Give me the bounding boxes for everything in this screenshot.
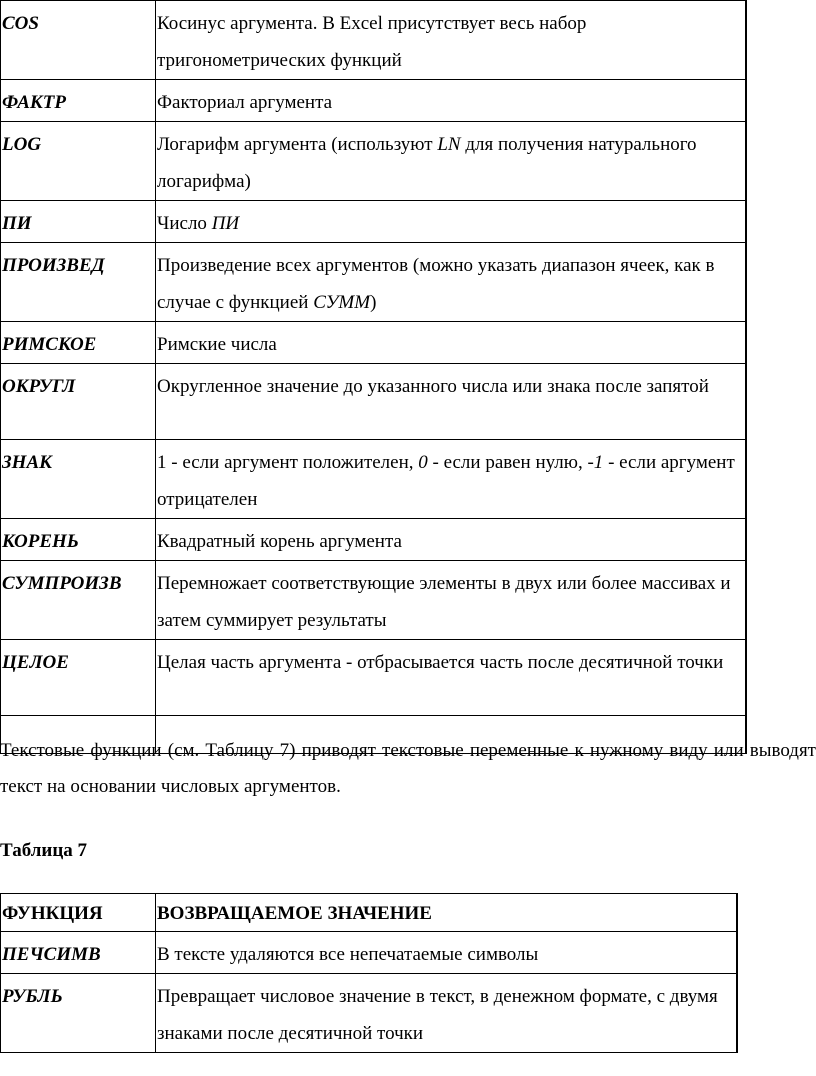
description-segment: Квадратный корень аргумента	[157, 531, 402, 552]
function-description-cell	[156, 561, 746, 640]
description-segment: Логарифм аргумента (используют	[157, 134, 438, 155]
table-7	[0, 893, 738, 1053]
function-description-cell	[156, 364, 746, 440]
description-segment: Произведение всех аргументов (можно указать диапазон ячеек, как в случае с функцией	[157, 255, 715, 313]
table-7-caption: Таблица 7	[0, 840, 88, 861]
table-row	[1, 440, 746, 519]
function-description-cell: Превращает числовое значение в текст, в денежном формате, с двумя знаками после десятичной точки	[156, 974, 737, 1053]
description-segment: Римские числа	[157, 334, 277, 355]
table-row	[1, 1, 746, 80]
table-row	[1, 640, 746, 716]
function-description-cell	[156, 322, 746, 364]
table-row	[1, 561, 746, 640]
table-row	[1, 243, 746, 322]
function-description-cell	[156, 80, 746, 122]
function-name-cell: ПЕЧСИМВ	[1, 932, 156, 974]
description-segment: Целая часть аргумента - отбрасывается часть после десятичной точки	[157, 652, 724, 673]
function-name-cell: ПРОИЗВЕД	[1, 243, 156, 322]
function-description-cell	[156, 243, 746, 322]
function-name-cell: LOG	[1, 122, 156, 201]
description-segment: ПИ	[211, 213, 240, 234]
function-name-cell: COS	[1, 1, 156, 80]
header-return-value: ВОЗВРАЩАЕМОЕ ЗНАЧЕНИЕ	[156, 894, 737, 932]
description-segment: Перемножает соответствующие элементы в двух или более массивах и затем суммирует результаты	[157, 573, 731, 631]
table-row	[1, 364, 746, 440]
function-name-cell: ЗНАК	[1, 440, 156, 519]
table-row	[1, 122, 746, 201]
description-segment: Косинус аргумента. В Excel присутствует весь набор тригонометрических функций	[157, 13, 587, 71]
table-7-body	[1, 894, 737, 1053]
function-name-cell: ОКРУГЛ	[1, 364, 156, 440]
function-name-cell: ПИ	[1, 201, 156, 243]
functions-table-body	[1, 1, 746, 754]
table-row	[1, 519, 746, 561]
function-description-cell	[156, 201, 746, 243]
function-description-cell	[156, 640, 746, 716]
description-segment: 1 - если аргумент положителен,	[157, 452, 419, 473]
function-description-cell	[156, 519, 746, 561]
function-description-cell	[156, 122, 746, 201]
description-segment: СУММ	[313, 292, 371, 313]
table-row	[1, 974, 737, 1053]
table-7-header-row	[1, 894, 737, 932]
description-segment: 0	[418, 452, 428, 473]
function-description-cell	[156, 440, 746, 519]
function-description-cell	[156, 1, 746, 80]
table-row	[1, 201, 746, 243]
table-row	[1, 932, 737, 974]
description-segment: Округленное значение до указанного числа или знака после запятой	[157, 376, 709, 397]
description-segment: - если равен нулю,	[427, 452, 588, 473]
description-segment: Число	[157, 213, 212, 234]
table-row	[1, 80, 746, 122]
function-name-cell: ЦЕЛОЕ	[1, 640, 156, 716]
function-name-cell: РУБЛЬ	[1, 974, 156, 1053]
description-segment: - если аргумент отрицателен	[157, 452, 735, 510]
description-segment: )	[370, 292, 377, 313]
function-name-cell: РИМСКОЕ	[1, 322, 156, 364]
function-name-cell: СУМПРОИЗВ	[1, 561, 156, 640]
description-segment: -1	[587, 452, 604, 473]
header-function: ФУНКЦИЯ	[1, 894, 156, 932]
function-description-cell: В тексте удаляются все непечатаемые символы	[156, 932, 737, 974]
description-segment: для получения натурального логарифма)	[157, 134, 697, 192]
description-segment: Факториал аргумента	[157, 92, 333, 113]
description-segment: LN	[437, 134, 461, 155]
table-row	[1, 322, 746, 364]
text-functions-paragraph: Текстовые функции (см. Таблицу 7) приводят текстовые переменные к нужному виду или выводят текст на основании числовых аргументов.	[0, 740, 816, 797]
function-name-cell: ФАКТР	[1, 80, 156, 122]
function-name-cell: КОРЕНЬ	[1, 519, 156, 561]
